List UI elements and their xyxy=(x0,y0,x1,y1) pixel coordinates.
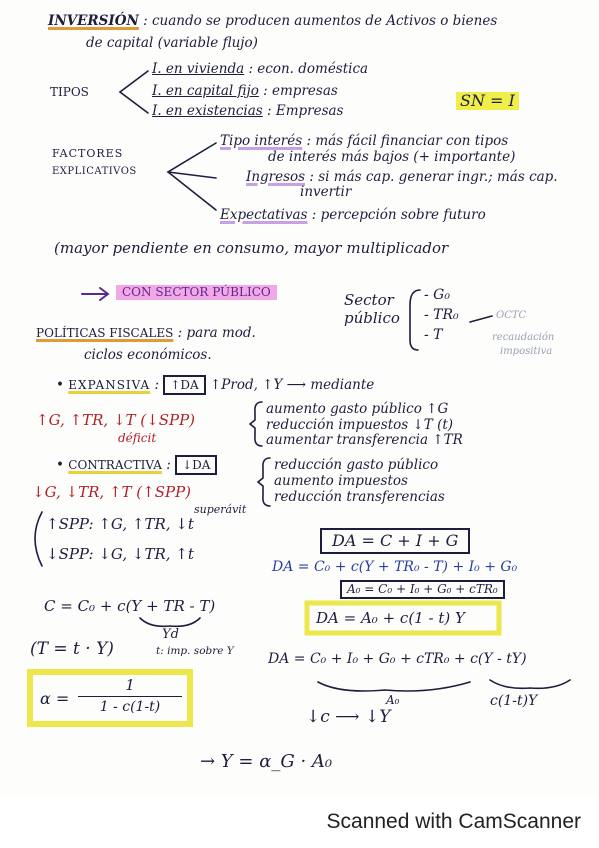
spp-decrease: ↓SPP: ↓G, ↓TR, ↑t xyxy=(46,545,194,563)
c-down-y-down: ↓c ⟶ ↓Y xyxy=(306,707,391,727)
contractiva-brace xyxy=(258,458,270,506)
expansiva-desc: ↑Prod, ↑Y ⟶ mediante xyxy=(209,377,375,393)
factor-tipo-interes-desc-cont: de interés más bajos (+ importante) xyxy=(268,149,516,165)
superavit-label: superávit xyxy=(194,503,247,516)
expansiva-item-transferencia: aumentar transferencia ↑TR xyxy=(266,432,463,448)
tipo-capital-fijo: I. en capital fijo xyxy=(152,83,259,99)
da-expanded: DA = C₀ + c(Y + TR₀ - T) + I₀ + G₀ xyxy=(272,559,518,575)
sector-publico-label-2: público xyxy=(344,309,400,327)
da-long-equation: DA = C₀ + I₀ + G₀ + cTR₀ + c(Y - tY) xyxy=(268,651,527,667)
factor-expectativas-desc: : percepción sobre futuro xyxy=(311,207,486,223)
alpha-denominator: 1 - c(1-t) xyxy=(99,699,161,715)
contractiva-da: ↓DA xyxy=(175,455,217,475)
c1ty-label: c(1-t)Y xyxy=(490,693,538,709)
arrow-icon xyxy=(82,288,108,300)
expansiva-item-gasto: aumento gasto público ↑G xyxy=(266,401,449,417)
da-box: DA = C + I + G xyxy=(320,528,470,554)
camscanner-watermark: Scanned with CamScanner xyxy=(326,810,581,833)
scanned-page: INVERSIÓN : cuando se producen aumentos de Activos o bienes de capital (variable flujo) TIPOS I. en vivienda : econ. doméstica I. en capital fijo : empresas I. en existencias : Empresas SN = I FACTORES EXPLICATIVOS Tipo interés : más fácil financiar con tipos de interés más bajos (+ importante) Ingresos : si más cap. generar ingr.; más cap. invertir Expectativas : percepción sobre futuro (mayor pendiente en consumo, mayor multiplicador CON SECTOR PÚBLICO Sector público - G₀ - TR₀ - T OCTC recaudación impositiva POLÍTICAS FISCALES : para mod. ciclos económicos. • EXPANSIVA : ↑DA ↑Prod, ↑Y ⟶ mediante ↑G, ↑TR, ↓T (↓SPP) déficit aumento gasto público ↑G reducción impuestos ↓T (t) aumentar transferencia ↑TR • CONTRACTIVA : ↓DA ↓G, ↓TR, ↑T (↑SPP) superávit reducción gasto público aumento impuestos reducción transferencias ↑SPP: ↑G, ↑TR, ↓t ↓SPP: ↓G, ↓TR, ↑t DA = C + I + G DA = C₀ + c(Y + TR₀ - T) + I₀ + G₀ A₀ = C₀ + I₀ + G₀ + cTR₀ C = C₀ + c(Y + TR - T) Yd (T = t · Y) t: imp. sobre Y DA = A₀ + c(1 - t) Y DA = C₀ + I₀ + G₀ + cTR₀ + c(Y - tY) A₀ c(1-t)Y α = $\frac{1}{1 - c(1-t)}$ ↓c ⟶ ↓Y → Y = α_G · A₀ xyxy=(0,0,599,795)
sector-publico-t: - T xyxy=(424,327,443,343)
expansiva-item-impuestos: reducción impuestos ↓T (t) xyxy=(266,417,454,433)
contractiva-item-transferencias: reducción transferencias xyxy=(274,489,445,505)
tipo-existencias: I. en existencias xyxy=(152,103,263,119)
inversion-definition: : cuando se producen aumentos de Activos o bienes xyxy=(143,13,498,29)
sector-publico-octc: OCTC xyxy=(496,310,527,321)
expansiva-brace xyxy=(250,402,262,446)
sector-publico-recaudacion-2: impositiva xyxy=(500,346,553,357)
tipo-vivienda: I. en vivienda xyxy=(152,61,245,77)
factor-tipo-interes-desc: : más fácil financiar con tipos xyxy=(306,133,509,149)
factor-tipo-interes: Tipo interés xyxy=(220,133,303,149)
mayor-pendiente-note: (mayor pendiente en consumo, mayor multiplicador xyxy=(54,239,449,257)
sector-publico-label-1: Sector xyxy=(344,291,394,309)
factor-expectativas: Expectativas xyxy=(220,207,308,223)
alpha-fraction xyxy=(78,676,182,715)
factor-ingresos-desc: : si más cap. generar ingr.; más cap. xyxy=(309,169,558,185)
t-description: t: imp. sobre Y xyxy=(156,645,234,657)
politicas-fiscales-desc-cont: ciclos económicos. xyxy=(84,347,212,363)
tipo-capital-fijo-desc: : empresas xyxy=(263,83,338,99)
y-equation: → Y = α_G · A₀ xyxy=(200,751,333,772)
inversion-heading: INVERSIÓN xyxy=(48,13,139,29)
factores-label-2: EXPLICATIVOS xyxy=(52,166,137,177)
politicas-fiscales-desc: : para mod. xyxy=(177,325,256,341)
expansiva-da: ↑DA xyxy=(163,375,205,395)
sn-equation: SN = I xyxy=(456,92,519,110)
sector-publico-tr0: - TR₀ xyxy=(424,307,459,323)
alpha-lhs: α = xyxy=(40,689,70,708)
factor-ingresos-desc-cont: invertir xyxy=(300,184,352,200)
sector-publico-g0: - G₀ xyxy=(424,287,450,303)
tipos-label: TIPOS xyxy=(50,85,89,99)
tipo-vivienda-desc: : econ. doméstica xyxy=(248,61,369,77)
spp-paren xyxy=(35,512,42,566)
expansiva-label: EXPANSIVA xyxy=(68,378,151,392)
factor-ingresos: Ingresos xyxy=(246,169,306,185)
contractiva-item-impuestos: aumento impuestos xyxy=(274,473,408,489)
con-sector-publico-heading: CON SECTOR PÚBLICO xyxy=(116,285,277,300)
factores-label-1: FACTORES xyxy=(52,147,124,160)
yd-label: Yd xyxy=(162,627,179,642)
alpha-numerator: 1 xyxy=(78,676,182,697)
tipos-brace xyxy=(120,71,148,113)
t-equation: (T = t · Y) xyxy=(30,639,114,659)
deficit-label: déficit xyxy=(118,431,157,445)
contractiva-label: CONTRACTIVA xyxy=(68,458,162,472)
contractiva-item-gasto: reducción gasto público xyxy=(274,457,439,473)
da-final-equation: DA = A₀ + c(1 - t) Y xyxy=(316,609,465,627)
sector-publico-recaudacion-1: recaudación xyxy=(492,332,555,343)
tipo-existencias-desc: : Empresas xyxy=(267,103,344,119)
a0-box: A₀ = C₀ + I₀ + G₀ + cTR₀ xyxy=(340,580,505,599)
politicas-fiscales-heading: POLÍTICAS FISCALES xyxy=(36,326,174,340)
contractiva-red-formula: ↓G, ↓TR, ↑T (↑SPP) xyxy=(32,483,192,501)
a0-underbrace-label: A₀ xyxy=(386,693,400,707)
consumo-equation: C = C₀ + c(Y + TR - T) xyxy=(44,597,216,615)
spp-increase: ↑SPP: ↑G, ↑TR, ↓t xyxy=(46,515,194,533)
expansiva-red-formula: ↑G, ↑TR, ↓T (↓SPP) xyxy=(36,411,196,429)
sector-brace xyxy=(410,290,420,350)
inversion-definition-cont: de capital (variable flujo) xyxy=(86,35,258,51)
